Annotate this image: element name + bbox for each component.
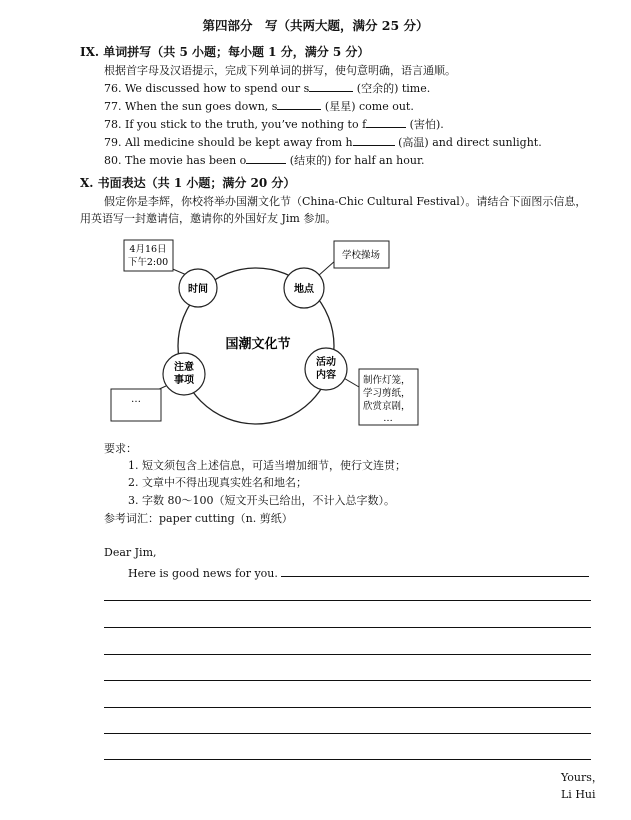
requirement-item: 1. 短文须包含上述信息，可适当增加细节，使行文连贯； xyxy=(128,459,406,472)
item-text-after: (高温) and direct sunlight. xyxy=(394,136,542,149)
page-title: 第四部分 写（共两大题，满分 25 分） xyxy=(202,18,429,33)
activity-node xyxy=(305,348,347,390)
item-text-after: (星星) come out. xyxy=(321,100,414,113)
item-text-before: If you stick to the truth, you’ve nothing to f xyxy=(125,118,367,131)
requirement-item: 2. 文章中不得出现真实姓名和地名； xyxy=(128,476,307,489)
notes-node-label-2: 事项 xyxy=(174,375,194,386)
writing-blank[interactable] xyxy=(281,565,589,577)
vocab-hint: 参考词汇：paper cutting（n. 剪纸） xyxy=(104,512,293,525)
writing-line[interactable] xyxy=(104,707,591,708)
item-text-before: The movie has been o xyxy=(125,154,247,167)
requirement-item: 3. 字数 80～100（短文开头已给出，不计入总字数）。 xyxy=(128,494,395,507)
writing-prompt-line-1: 假定你是李辉，你校将举办国潮文化节（China-Chic Cultural Festival）。请结合下面图示信息， xyxy=(104,195,587,208)
connector-line xyxy=(318,260,336,276)
writing-line[interactable] xyxy=(104,733,591,734)
diagram-center-label: 国潮文化节 xyxy=(225,337,291,352)
letter-closing: Yours， xyxy=(561,771,603,784)
time-date: 4月16日 xyxy=(129,244,167,255)
writing-line[interactable] xyxy=(104,627,591,628)
time-node-label: 时间 xyxy=(188,284,208,295)
section-10-heading: X. 书面表达（共 1 小题；满分 20 分） xyxy=(80,176,296,190)
writing-prompt-line-2: 用英语写一封邀请信，邀请你的外国好友 Jim 参加。 xyxy=(80,212,337,225)
letter-salutation: Dear Jim, xyxy=(104,546,157,559)
item-number: 76. xyxy=(104,82,122,95)
place-node-label: 地点 xyxy=(294,284,314,295)
item-number: 79. xyxy=(104,136,122,149)
item-text-before: We discussed how to spend our s xyxy=(125,82,310,95)
notes-box-text: … xyxy=(131,394,141,405)
activity-item: … xyxy=(383,413,393,424)
requirements-heading: 要求： xyxy=(104,442,137,455)
item-text-before: All medicine should be kept away from h xyxy=(125,136,353,149)
item-text-after: (害怕). xyxy=(406,118,444,131)
place-box-text: 学校操场 xyxy=(341,250,381,261)
item-text-after: (结束的) for half an hour. xyxy=(286,154,425,167)
time-clock: 下午2:00 xyxy=(127,257,169,268)
activity-item: 制作灯笼， xyxy=(363,375,411,386)
item-number: 80. xyxy=(104,154,122,167)
writing-line[interactable] xyxy=(104,680,591,681)
activity-item: 学习剪纸， xyxy=(363,388,411,399)
letter-opening xyxy=(128,565,589,580)
item-number: 77. xyxy=(104,100,122,113)
activity-node-label-2: 内容 xyxy=(316,370,336,381)
letter-opening-text: Here is good news for you. xyxy=(128,567,278,580)
writing-line[interactable] xyxy=(104,654,591,655)
writing-line[interactable] xyxy=(104,600,591,601)
item-text-before: When the sun goes down, s xyxy=(125,100,278,113)
writing-line[interactable] xyxy=(104,759,591,760)
section-9-heading: IX. 单词拼写（共 5 小题；每小题 1 分，满分 5 分） xyxy=(80,45,370,59)
section-9-instruction: 根据首字母及汉语提示，完成下列单词的拼写，使句意明确，语言通顺。 xyxy=(104,64,456,77)
item-text-after: (空余的) time. xyxy=(353,82,431,95)
activity-node-label-1: 活动 xyxy=(316,357,336,368)
item-number: 78. xyxy=(104,118,122,131)
notes-node xyxy=(163,353,205,395)
notes-node-label-1: 注意 xyxy=(174,362,194,373)
activity-item: 欣赏京剧， xyxy=(363,401,411,412)
letter-signature: Li Hui xyxy=(561,788,596,801)
